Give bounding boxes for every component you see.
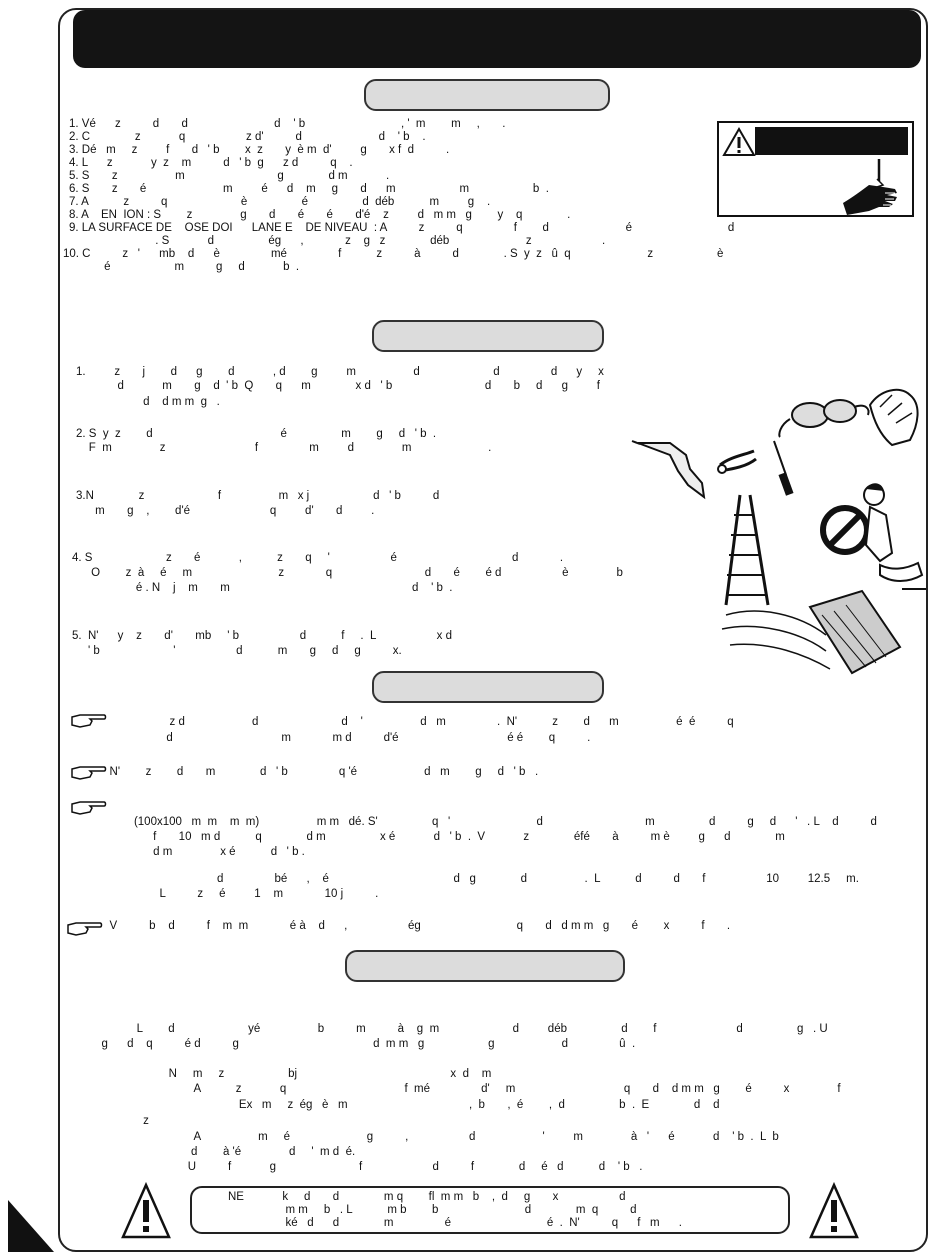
s3-note-4-line-1: V b d f m m é à d , ég q d d m m g é x f . [84,920,731,932]
s4-line-2: g d q é d g d m m g g d û . [60,1038,636,1050]
hand-shock-icon [839,157,909,215]
section-1-heading [364,79,610,111]
bottom-note-line-2: m m b . L m b b d m q d [228,1204,637,1216]
s3-note-3-line-1: (100x100 m m m m) m m dé. S' q ' d m d g d ' . L d d [102,816,877,828]
s1-line-11: 10. C z ' mb d è mé f z à d . S y z û q z è [63,248,724,260]
warning-label-illustration [717,121,914,217]
s1-line-5: 5. S z m g d m . [69,170,390,182]
no-children-pets-icon [823,483,926,589]
s2-item-3-line-2: m g , d'é q d' d . [76,505,375,517]
warning-triangle-icon [120,1182,172,1240]
s4-line-6: Ex m z ég è m , b , é , d b . E d d [60,1099,720,1111]
safety-goggles-icon [779,400,868,437]
s4-line-5: A z q f mé d' m q d d m m g é x f [60,1083,841,1095]
s1-line-4: 4. L z y z m d ' b g z d q . [69,157,353,169]
pointing-hand-icon [70,798,108,818]
s3-extra-line-2: L z é 1 m 10 j . [102,888,379,900]
s2-item-5-line-2: ' b ' d m g d g x. [72,645,402,657]
s1-line-7: 7. A z q è é d déb m g . [69,196,491,208]
s1-line-12: é m g d b . [69,261,300,273]
s3-note-2-line-1: N' z d m d ' b q 'é d m g d ' b . [84,766,539,778]
section-2-heading [372,320,604,352]
s4-line-9: d à 'é d ' m d é. [60,1146,356,1158]
s1-line-6: 6. S z é m é d m g d m m b . [69,183,549,195]
bottom-note-line-1: NE k d d m q fl m m b , d g x d [228,1191,626,1203]
s1-line-1: 1. Vé z d d d ' b , ' m m , . [69,118,506,130]
s2-item-1-line-3: d d m m g . [76,396,220,408]
section-3-heading [372,671,604,703]
s4-line-8: A m é g , d ' m à ' é d ' b . L b [60,1131,779,1143]
s4-line-1: L d yé b m à g m d déb d f d g . U [60,1023,828,1035]
power-drill-icon [632,441,704,497]
work-gloves-icon [870,390,918,445]
s1-line-10: . S d ég , z g z déb z . [69,235,606,247]
warning-label-black-band [755,127,908,155]
s3-note-1-line-2: d m m d d'é é é q . [112,732,591,744]
s1-line-2: 2. C z q z d' d d ' b . [69,131,426,143]
screwdriver-icon [774,441,794,496]
s4-line-7: z [60,1115,149,1127]
s2-item-5-line-1: 5. N' y z d' mb ' b d f . L x d [72,630,453,642]
s2-item-2-line-1: 2. S y z d é m g d ' b . [76,428,437,440]
s2-item-1-line-1: 1. z j d g d , d g m d d d y x [76,366,604,378]
page-corner-marker [8,1200,56,1254]
pliers-icon [718,451,756,473]
warning-triangle-icon [722,127,756,157]
s2-item-2-line-2: F m z f m d m . [76,442,492,454]
wind-panel-icon [722,591,900,673]
s1-line-9: 9. LA SURFACE DE OSE DOI LANE E DE NIVEAU : A z q f d é d [69,222,735,234]
s2-item-4-line-2: O z à é m z q d é é d è b [72,567,623,579]
bottom-note-line-3: ké d d m é é . N' q f m . [228,1217,682,1229]
s2-item-1-line-2: d m g d ' b Q q m x d ' b d b d g f [76,380,600,392]
s3-extra-line-1: d bé , é d g d . L d d f 10 12.5 m. [102,873,859,885]
s2-item-4-line-3: é . N j m m d ' b . [72,582,453,594]
bottom-warning-box [190,1186,790,1234]
ladder-icon [726,495,768,605]
s1-line-8: 8. A EN ION : S z g d é é d'é z d m m g y q . [69,209,571,221]
safety-illustrations [630,385,940,685]
pointing-hand-icon [70,711,108,731]
s2-item-3-line-1: 3.N z f m x j d ' b d [76,490,440,502]
warning-triangle-icon [808,1182,860,1240]
s4-line-4: N m z bj x d m [60,1068,492,1080]
section-4-heading [345,950,625,982]
header-bar [73,10,921,68]
s3-note-3-line-2: f 10 m d q d m x é d ' b . V z éfé à m è g d m [102,831,785,843]
s3-note-1-line-1: z d d d ' d m . N' z d m é é q [112,716,734,728]
s3-note-3-line-3: d m x é d ' b . [102,846,305,858]
s1-line-3: 3. Dé m z f d ' b x z y è m d' g x f d . [69,144,450,156]
s4-line-10: U f g f d f d é d d ' b . [60,1161,643,1173]
s2-item-4-line-1: 4. S z é , z q ' é d . [72,552,564,564]
